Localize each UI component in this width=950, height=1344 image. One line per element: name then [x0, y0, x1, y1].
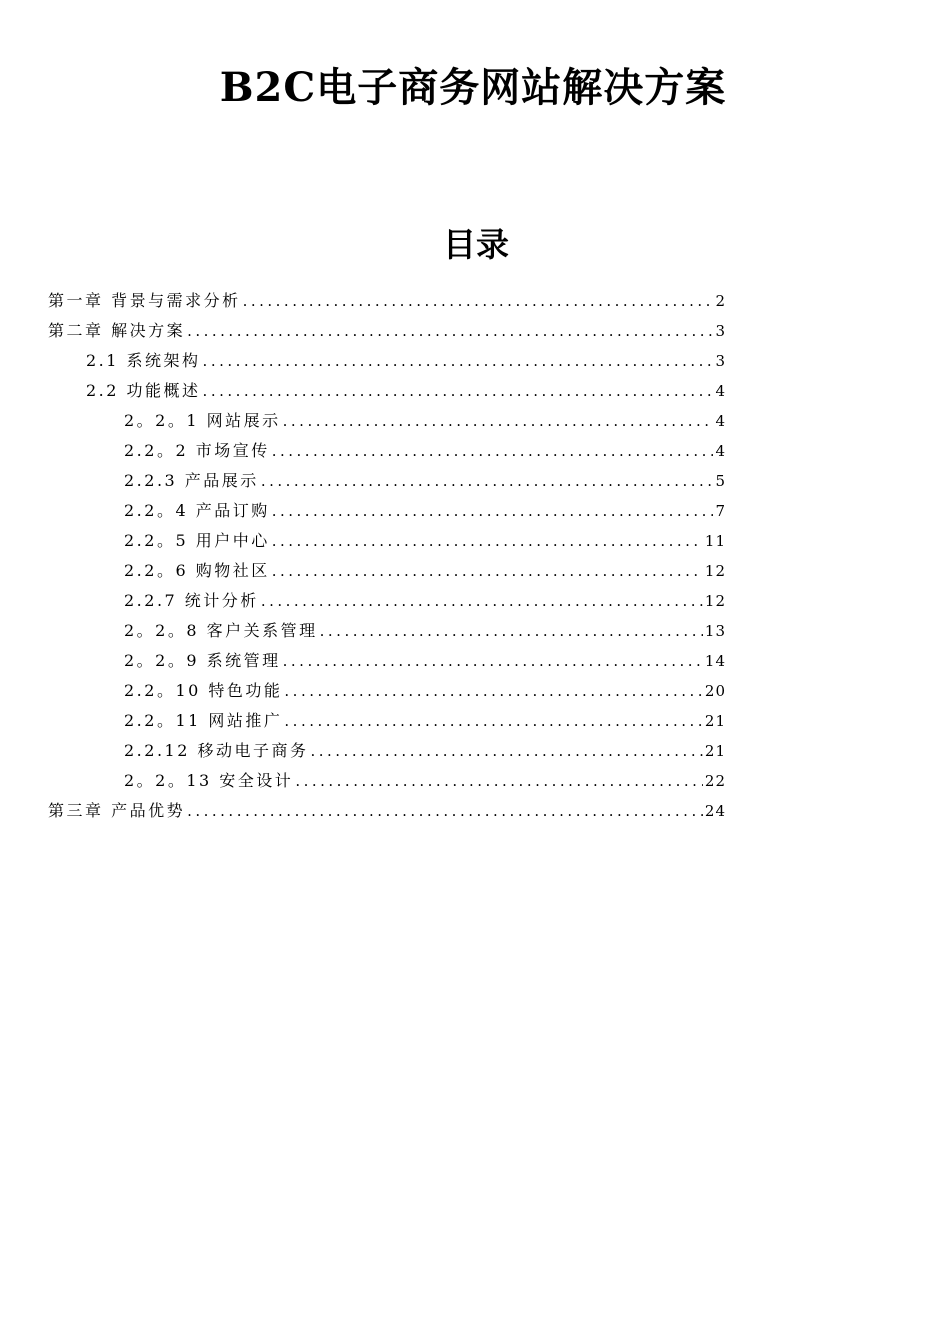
toc-dot-leader — [187, 316, 713, 346]
toc-dot-leader — [295, 766, 703, 796]
toc-entry[interactable] — [48, 646, 726, 676]
toc-page-number: 13 — [704, 622, 726, 640]
toc-dot-leader — [284, 706, 703, 736]
toc-entry-title: 2。2。8 客户关系管理 — [124, 621, 318, 640]
toc-page-number: 21 — [704, 712, 726, 730]
toc-entry[interactable] — [48, 436, 726, 466]
toc-entry-title: 2。2。1 网站展示 — [124, 411, 281, 430]
toc-page-number: 2 — [715, 292, 726, 310]
toc-dot-leader — [272, 526, 703, 556]
toc-entry-title: 2。2。13 安全设计 — [124, 771, 294, 790]
toc-entry-title: 2.2.12 移动电子商务 — [124, 741, 309, 760]
toc-dot-leader — [310, 736, 702, 766]
toc-entry[interactable] — [48, 466, 726, 496]
toc-entry[interactable] — [48, 286, 726, 316]
document-title: B2C电子商务网站解决方案 — [219, 64, 727, 111]
toc-dot-leader — [272, 436, 714, 466]
toc-entry[interactable] — [48, 376, 726, 406]
toc-heading: 目录 — [443, 225, 509, 264]
table-of-contents — [48, 286, 726, 826]
toc-entry-title: 2.2。2 市场宣传 — [124, 441, 270, 460]
toc-page-number: 21 — [704, 742, 726, 760]
toc-page-number: 12 — [704, 562, 726, 580]
toc-entry[interactable] — [48, 526, 726, 556]
toc-entry[interactable] — [48, 406, 726, 436]
toc-dot-leader — [261, 466, 714, 496]
toc-dot-leader — [261, 586, 703, 616]
toc-page-number: 22 — [704, 772, 726, 790]
toc-entry[interactable] — [48, 706, 726, 736]
toc-entry-title: 2.1 系统架构 — [86, 351, 201, 370]
toc-entry-title: 2.2。4 产品订购 — [124, 501, 270, 520]
toc-page-number: 14 — [704, 652, 726, 670]
toc-dot-leader — [243, 286, 714, 316]
toc-page-number: 7 — [715, 502, 726, 520]
toc-page-number: 4 — [715, 442, 726, 460]
toc-entry-title: 2.2.7 统计分析 — [124, 591, 259, 610]
toc-entry[interactable] — [48, 556, 726, 586]
toc-entry[interactable] — [48, 736, 726, 766]
toc-dot-leader — [284, 676, 703, 706]
toc-page-number: 4 — [715, 412, 726, 430]
toc-page-number: 20 — [704, 682, 726, 700]
toc-entry[interactable] — [48, 676, 726, 706]
toc-page-number: 12 — [704, 592, 726, 610]
toc-dot-leader — [203, 376, 714, 406]
toc-dot-leader — [203, 346, 714, 376]
toc-entry[interactable] — [48, 766, 726, 796]
toc-page-number: 24 — [704, 802, 726, 820]
toc-page-number: 4 — [715, 382, 726, 400]
toc-page-number: 3 — [715, 352, 726, 370]
toc-entry[interactable] — [48, 796, 726, 826]
toc-entry[interactable] — [48, 346, 726, 376]
toc-page-number: 11 — [704, 532, 726, 550]
toc-dot-leader — [272, 556, 703, 586]
toc-entry-title: 2.2。10 特色功能 — [124, 681, 283, 700]
toc-entry-title: 2.2 功能概述 — [86, 381, 201, 400]
toc-entry[interactable] — [48, 586, 726, 616]
toc-entry-title: 第三章 产品优势 — [48, 801, 186, 820]
toc-dot-leader — [283, 406, 714, 436]
toc-entry-title: 2.2。6 购物社区 — [124, 561, 270, 580]
toc-entry-title: 2.2。5 用户中心 — [124, 531, 270, 550]
toc-entry-title: 第一章 背景与需求分析 — [48, 291, 241, 310]
toc-dot-leader — [187, 796, 703, 826]
toc-dot-leader — [320, 616, 703, 646]
toc-page-number: 5 — [715, 472, 726, 490]
toc-entry[interactable] — [48, 616, 726, 646]
toc-entry-title: 2.2.3 产品展示 — [124, 471, 259, 490]
toc-page-number: 3 — [715, 322, 726, 340]
toc-dot-leader — [272, 496, 714, 526]
toc-dot-leader — [283, 646, 703, 676]
toc-entry[interactable] — [48, 316, 726, 346]
toc-entry-title: 第二章 解决方案 — [48, 321, 186, 340]
toc-entry[interactable] — [48, 496, 726, 526]
toc-entry-title: 2。2。9 系统管理 — [124, 651, 281, 670]
toc-entry-title: 2.2。11 网站推广 — [124, 711, 283, 730]
